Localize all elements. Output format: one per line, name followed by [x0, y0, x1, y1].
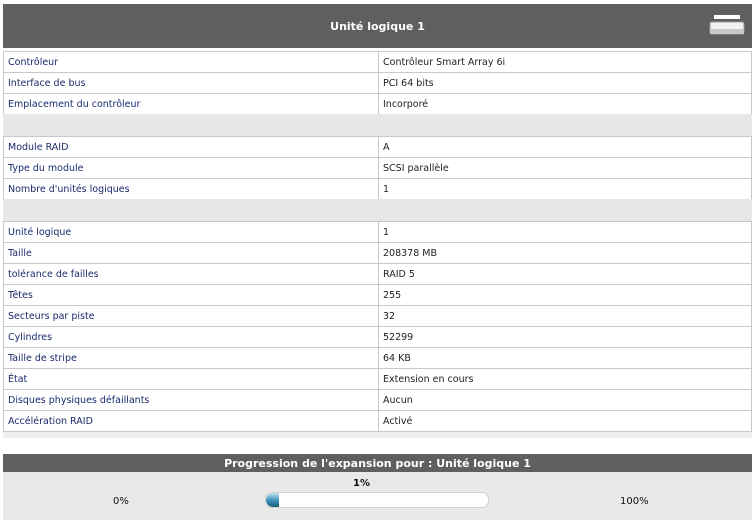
row-label: tolérance de failles	[4, 264, 379, 285]
row-label: Emplacement du contrôleur	[4, 94, 379, 115]
row-label: Unité logique	[4, 222, 379, 243]
row-value: Contrôleur Smart Array 6i	[379, 52, 752, 73]
row-label: Secteurs par piste	[4, 306, 379, 327]
raid-module-table	[3, 136, 752, 200]
table-row	[4, 411, 752, 432]
controller-table	[3, 51, 752, 115]
table-row	[4, 222, 752, 243]
row-label: Cylindres	[4, 327, 379, 348]
table-row	[4, 264, 752, 285]
row-value: 255	[379, 285, 752, 306]
section-divider	[3, 114, 752, 136]
table-row	[4, 327, 752, 348]
progress-header	[3, 454, 752, 472]
table-row	[4, 137, 752, 158]
row-label: Module RAID	[4, 137, 379, 158]
progress-max-label: 100%	[620, 496, 649, 507]
row-value: RAID 5	[379, 264, 752, 285]
table-row	[4, 285, 752, 306]
row-value: 1	[379, 222, 752, 243]
progress-min-label: 0%	[113, 496, 129, 507]
row-value: SCSI parallèle	[379, 158, 752, 179]
row-value: 64 KB	[379, 348, 752, 369]
row-label: État	[4, 369, 379, 390]
row-label: Taille	[4, 243, 379, 264]
row-value: A	[379, 137, 752, 158]
row-value: Aucun	[379, 390, 752, 411]
row-label: Contrôleur	[4, 52, 379, 73]
table-row	[4, 179, 752, 200]
section-divider	[3, 199, 752, 221]
progress-bar	[265, 492, 489, 508]
row-value: Extension en cours	[379, 369, 752, 390]
row-label: Type du module	[4, 158, 379, 179]
progress-title: Progression de l'expansion pour : Unité logique 1	[224, 456, 531, 470]
row-value: PCI 64 bits	[379, 73, 752, 94]
table-row	[4, 306, 752, 327]
row-label: Nombre d'unités logiques	[4, 179, 379, 200]
table-row	[4, 369, 752, 390]
table-row	[4, 390, 752, 411]
row-value: Incorporé	[379, 94, 752, 115]
progress-panel	[3, 472, 752, 520]
table-row	[4, 52, 752, 73]
row-label: Têtes	[4, 285, 379, 306]
row-value: 32	[379, 306, 752, 327]
row-value: 208378 MB	[379, 243, 752, 264]
table-row	[4, 94, 752, 115]
row-value: 1	[379, 179, 752, 200]
row-value: 52299	[379, 327, 752, 348]
table-row	[4, 243, 752, 264]
progress-bar-fill	[266, 493, 279, 507]
progress-current-label: 1%	[353, 478, 370, 489]
table-row	[4, 158, 752, 179]
drive-icon	[708, 13, 746, 37]
row-label: Disques physiques défaillants	[4, 390, 379, 411]
logical-unit-table	[3, 221, 752, 432]
table-row	[4, 348, 752, 369]
row-value: Activé	[379, 411, 752, 432]
row-label: Interface de bus	[4, 73, 379, 94]
table-row	[4, 73, 752, 94]
page-header	[3, 4, 752, 48]
row-label: Accélération RAID	[4, 411, 379, 432]
row-label: Taille de stripe	[4, 348, 379, 369]
section-divider	[3, 432, 752, 438]
page-title: Unité logique 1	[330, 19, 425, 33]
